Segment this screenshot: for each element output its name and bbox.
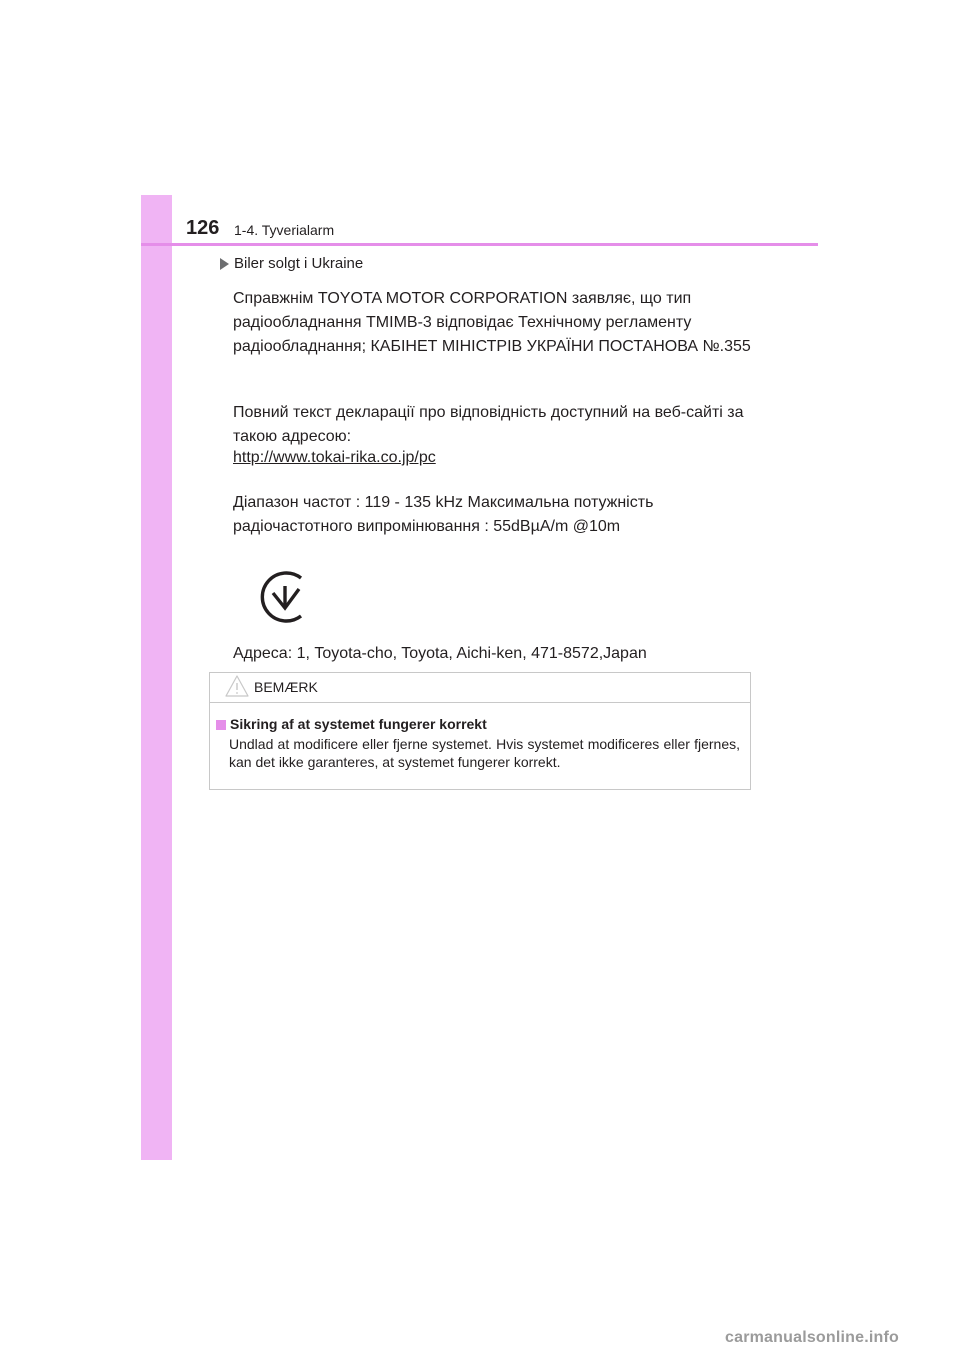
declaration-paragraph-3: Діапазон частот : 119 - 135 kHz Максимальна потужність радіочастотного випромінювання : 55dBµA/m @10m — [233, 494, 654, 535]
ukraine-conformity-mark-icon — [257, 569, 313, 625]
declaration-paragraph-2: Повний текст декларації про відповідність доступний на веб-сайті за такою адресою: — [233, 404, 744, 445]
triangle-bullet-icon — [220, 258, 229, 270]
square-bullet-icon — [216, 720, 226, 730]
declaration-paragraph-1: Справжнім TOYOTA MOTOR CORPORATION заявляє, що тип радіообладнання TMIMB-3 відповідає Технічному регламенту радіообладнання; КАБІНЕТ МІНІСТРІВ УКРАЇНИ ПОСТАНОВА №.355 — [233, 290, 751, 355]
site-watermark: carmanualsonline.info — [725, 1329, 900, 1346]
notice-subheading-text: Sikring af at systemet fungerer korrekt — [230, 716, 487, 732]
notice-box — [209, 672, 751, 790]
header-rule — [141, 243, 818, 246]
page-number: 126 — [186, 217, 220, 239]
notice-header — [210, 673, 750, 703]
section-subheading — [220, 255, 363, 273]
chapter-side-tab — [141, 195, 172, 1160]
notice-subheading — [216, 716, 487, 733]
declaration-link[interactable]: http://www.tokai-rika.co.jp/pc — [233, 449, 436, 466]
manufacturer-address: Адреса: 1, Toyota-cho, Toyota, Aichi-ken, 471-8572,Japan — [233, 645, 647, 662]
notice-body: Undlad at modificere eller fjerne systemet. Hvis systemet modificeres eller fjernes, kan det ikke garanteres, at systemet fungerer korrekt. — [229, 736, 740, 770]
section-title: 1-4. Tyverialarm — [234, 222, 335, 238]
section-subheading-text: Biler solgt i Ukraine — [234, 255, 364, 272]
warning-icon — [225, 675, 249, 697]
notice-title: BEMÆRK — [254, 679, 318, 695]
